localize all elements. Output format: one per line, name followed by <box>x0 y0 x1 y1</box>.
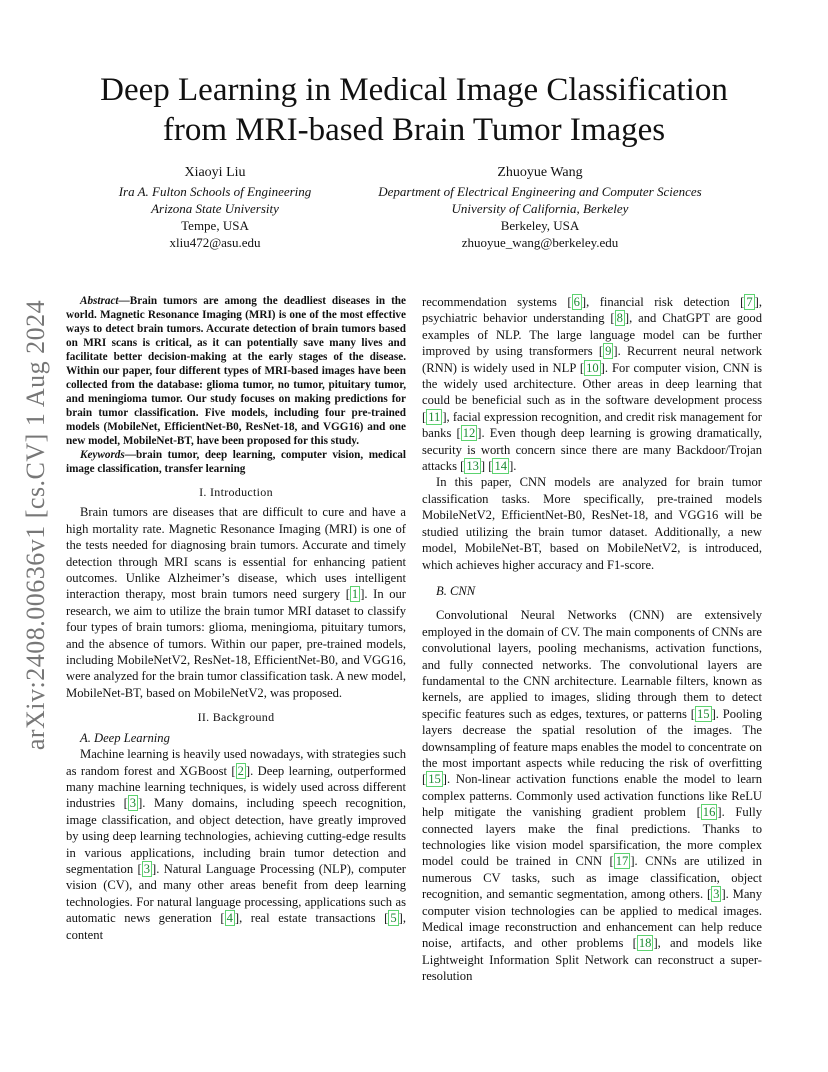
paper-scope-paragraph: In this paper, CNN models are analyzed for brain tumor classification tasks. More specifically, pre-trained models MobileNetV2, EfficientNet-B0, ResNet-18, and VGG16 will be studied utilizing the brain tumor dataset. Additionally, a new model, MobileNet-BT, based on MobileNetV2, is introduced, which achieves higher accuracy and F1-score. <box>422 475 762 572</box>
author-location: Berkeley, USA <box>500 218 580 233</box>
citation-link-11[interactable]: 11 <box>428 409 441 424</box>
citation-link-7[interactable]: 7 <box>746 295 753 309</box>
citation-link-5[interactable]: 5 <box>390 911 397 926</box>
title-line-2: from MRI-based Brain Tumor Images <box>162 112 666 148</box>
citation-link-6[interactable]: 6 <box>573 295 580 309</box>
arxiv-stamp <box>18 290 54 760</box>
author-name: Xiaoyi Liu <box>184 165 246 180</box>
author-email: zhuoyue_wang@berkeley.edu <box>461 235 619 250</box>
citation-link-14[interactable]: 14 <box>494 459 508 474</box>
citation-link-3[interactable]: 3 <box>129 796 137 811</box>
abstract <box>66 294 406 448</box>
keywords <box>66 448 406 476</box>
author-affiliation: Department of Electrical Engineering and Computer Sciences <box>378 184 702 199</box>
nlp-paragraph: recommendation systems [ 6 ], financial risk detection [ 7 ], psychiatric behavior understanding [ 8 ], and ChatGPT are good examples of NLP. The large language model can be further improved by using transformers [ 9 ]. Recurrent neural network (RNN) is widely used in NLP [ 10 ]. For computer vision, CNN is the widely used architecture. Other areas in deep learning that could be beneficial such as in the software development process [ 11 ], facial expression recognition, and credit risk management for banks [ 12 ]. Even though deep learning is growing dramatically, security is worth concern since there are many Backdoor/Trojan attacks [ 13 ] [ 14 ]. <box>422 295 763 474</box>
paper-title <box>60 70 768 150</box>
citation-link-16[interactable]: 16 <box>702 805 716 820</box>
deep-learning-paragraph: Machine learning is heavily used nowadays, with strategies such as random forest and XGBoost [ 2 ]. Deep learning, outperformed many machine learning techniques, is widely used across different industries [ 3 ]. Many domains, including speech recognition, image classification, and object detection, have greatly improved by using deep learning technologies, achieving cutting-edge results in various applications, including brain tumor detection and segmentation [ 3 ]. Natural Language Processing (NLP), computer vision (CV), and many other areas benefit from deep learning technologies. For natural language processing, applications such as automatic news generation [ 4 ], real estate transactions [ 5 ], content <box>66 747 406 942</box>
citation-link-10[interactable]: 10 <box>586 360 599 375</box>
citation-link-2[interactable]: 2 <box>237 763 244 778</box>
citation-link-1[interactable]: 1 <box>351 587 359 602</box>
citation-link-4[interactable]: 4 <box>226 911 233 926</box>
abstract-text: —Brain tumors are among the deadliest diseases in the world. Magnetic Resonance Imaging (MRI) is one of the most effective ways to detect brain tumors. Accurate detection of brain tumors based on MRI scans is critical, as it can potentially save many lives and facilitate better decision-making at the early stages of the disease. Within our paper, four different types of MRI-based images have been collected from the database: glioma tumor, no tumor, pituitary tumor, and meningioma tumor. Our study focuses on making predictions for brain tumor classification. Five models, including four pre-trained models (MobileNet, EfficientNet-B0, ResNet-18, and VGG16) and one new model, MobileNet-BT, have been proposed for this study. <box>66 295 406 447</box>
title-line-1: Deep Learning in Medical Image Classification <box>100 72 728 108</box>
author-institution: University of California, Berkeley <box>451 201 629 216</box>
citation-link-12[interactable]: 12 <box>462 426 476 441</box>
citation-link-18[interactable]: 18 <box>638 936 652 951</box>
right-column <box>422 294 762 985</box>
arxiv-id: arXiv:2408.00636v1 [cs.CV] 1 Aug 2024 <box>21 299 50 751</box>
introduction-paragraph: Brain tumors are diseases that are difficult to cure and have a high mortality rate. Magnetic Resonance Imaging (MRI) is one of the tests needed for diagnosing brain tumors. Accurate and timely detection through MRI scans is essential for enhancing patient outcomes. Unlike Alzheimer’s disease, which uses intelligent interaction therapy, most brain tumors need surgery [ 1 ]. In our research, we aim to utilize the brain tumor MRI dataset to classify four types of brain tumors: glioma, meningioma, pituitary tumors, and the absence of tumors. Within our paper, pre-trained models, including MobileNetV2, ResNet-18, EfficientNet-B0, and VGG16, were analyzed for the brain tumor classification task. A new model, MobileNet-BT, based on MobileNetV2, was proposed. <box>66 505 406 700</box>
author-location: Tempe, USA <box>181 218 249 233</box>
author-email: xliu472@asu.edu <box>169 235 261 250</box>
keywords-text: —brain tumor, deep learning, computer vision, medical image classification, transfer learning <box>66 449 406 475</box>
subsection-heading-deep-learning: A. Deep Learning <box>80 730 170 745</box>
citation-link-3[interactable]: 3 <box>713 887 720 902</box>
author-institution: Arizona State University <box>151 201 279 216</box>
author-name: Zhuoyue Wang <box>497 165 583 180</box>
cnn-paragraph: Convolutional Neural Networks (CNN) are extensively employed in the domain of CV. The main components of CNNs are convolutional layers, pooling mechanisms, activation functions, and fully connected networks. The convolutional layers are fundamental to the CNN architecture. Learnable filters, known as kernels, are applied to images, sliding through them to detect specific features such as edges, textures, or patterns [ 15 ]. Pooling layers decrease the spatial resolution of the images. The downsampling of feature maps enables the model to concentrate on the most important aspects while reducing the risk of overfitting [ 15 ]. Non-linear activation functions enable the model to learn complex patterns. Commonly used activation functions like ReLU help mitigate the vanishing gradient problem [ 16 ]. Fully connected layers make the final predictions. Thanks to technologies like vision model sparsification, the more complex model could be trained in CNN [ 17 ]. CNNs are utilized in numerous CV tasks, such as image classification, object recognition, and semantic segmentation, among others. [ 3 ]. Many computer vision technologies can be applied to medical images. Medical image reconstruction and enhancement can help reduce noise, artifacts, and other problems [ 18 ], and models like Lightweight Information Split Network can reconstruct a super-resolution <box>422 608 762 984</box>
section-heading-introduction: I. Introduction <box>199 485 273 499</box>
citation-link-3[interactable]: 3 <box>143 861 151 876</box>
abstract-label: Abstract <box>80 295 119 307</box>
left-column <box>66 294 406 943</box>
citation-link-15[interactable]: 15 <box>696 706 710 721</box>
section-heading-background: II. Background <box>197 710 275 725</box>
author-block-2 <box>360 164 720 251</box>
citation-link-9[interactable]: 9 <box>605 344 612 359</box>
citation-link-8[interactable]: 8 <box>616 311 623 326</box>
keywords-label: Keywords <box>80 449 125 461</box>
author-affiliation: Ira A. Fulton Schools of Engineering <box>118 184 312 199</box>
citation-link-13[interactable]: 13 <box>466 459 479 474</box>
author-block-1 <box>100 164 330 251</box>
subsection-heading-cnn: B. CNN <box>436 583 476 598</box>
citation-link-15[interactable]: 15 <box>428 772 441 787</box>
citation-link-17[interactable]: 17 <box>615 854 629 869</box>
